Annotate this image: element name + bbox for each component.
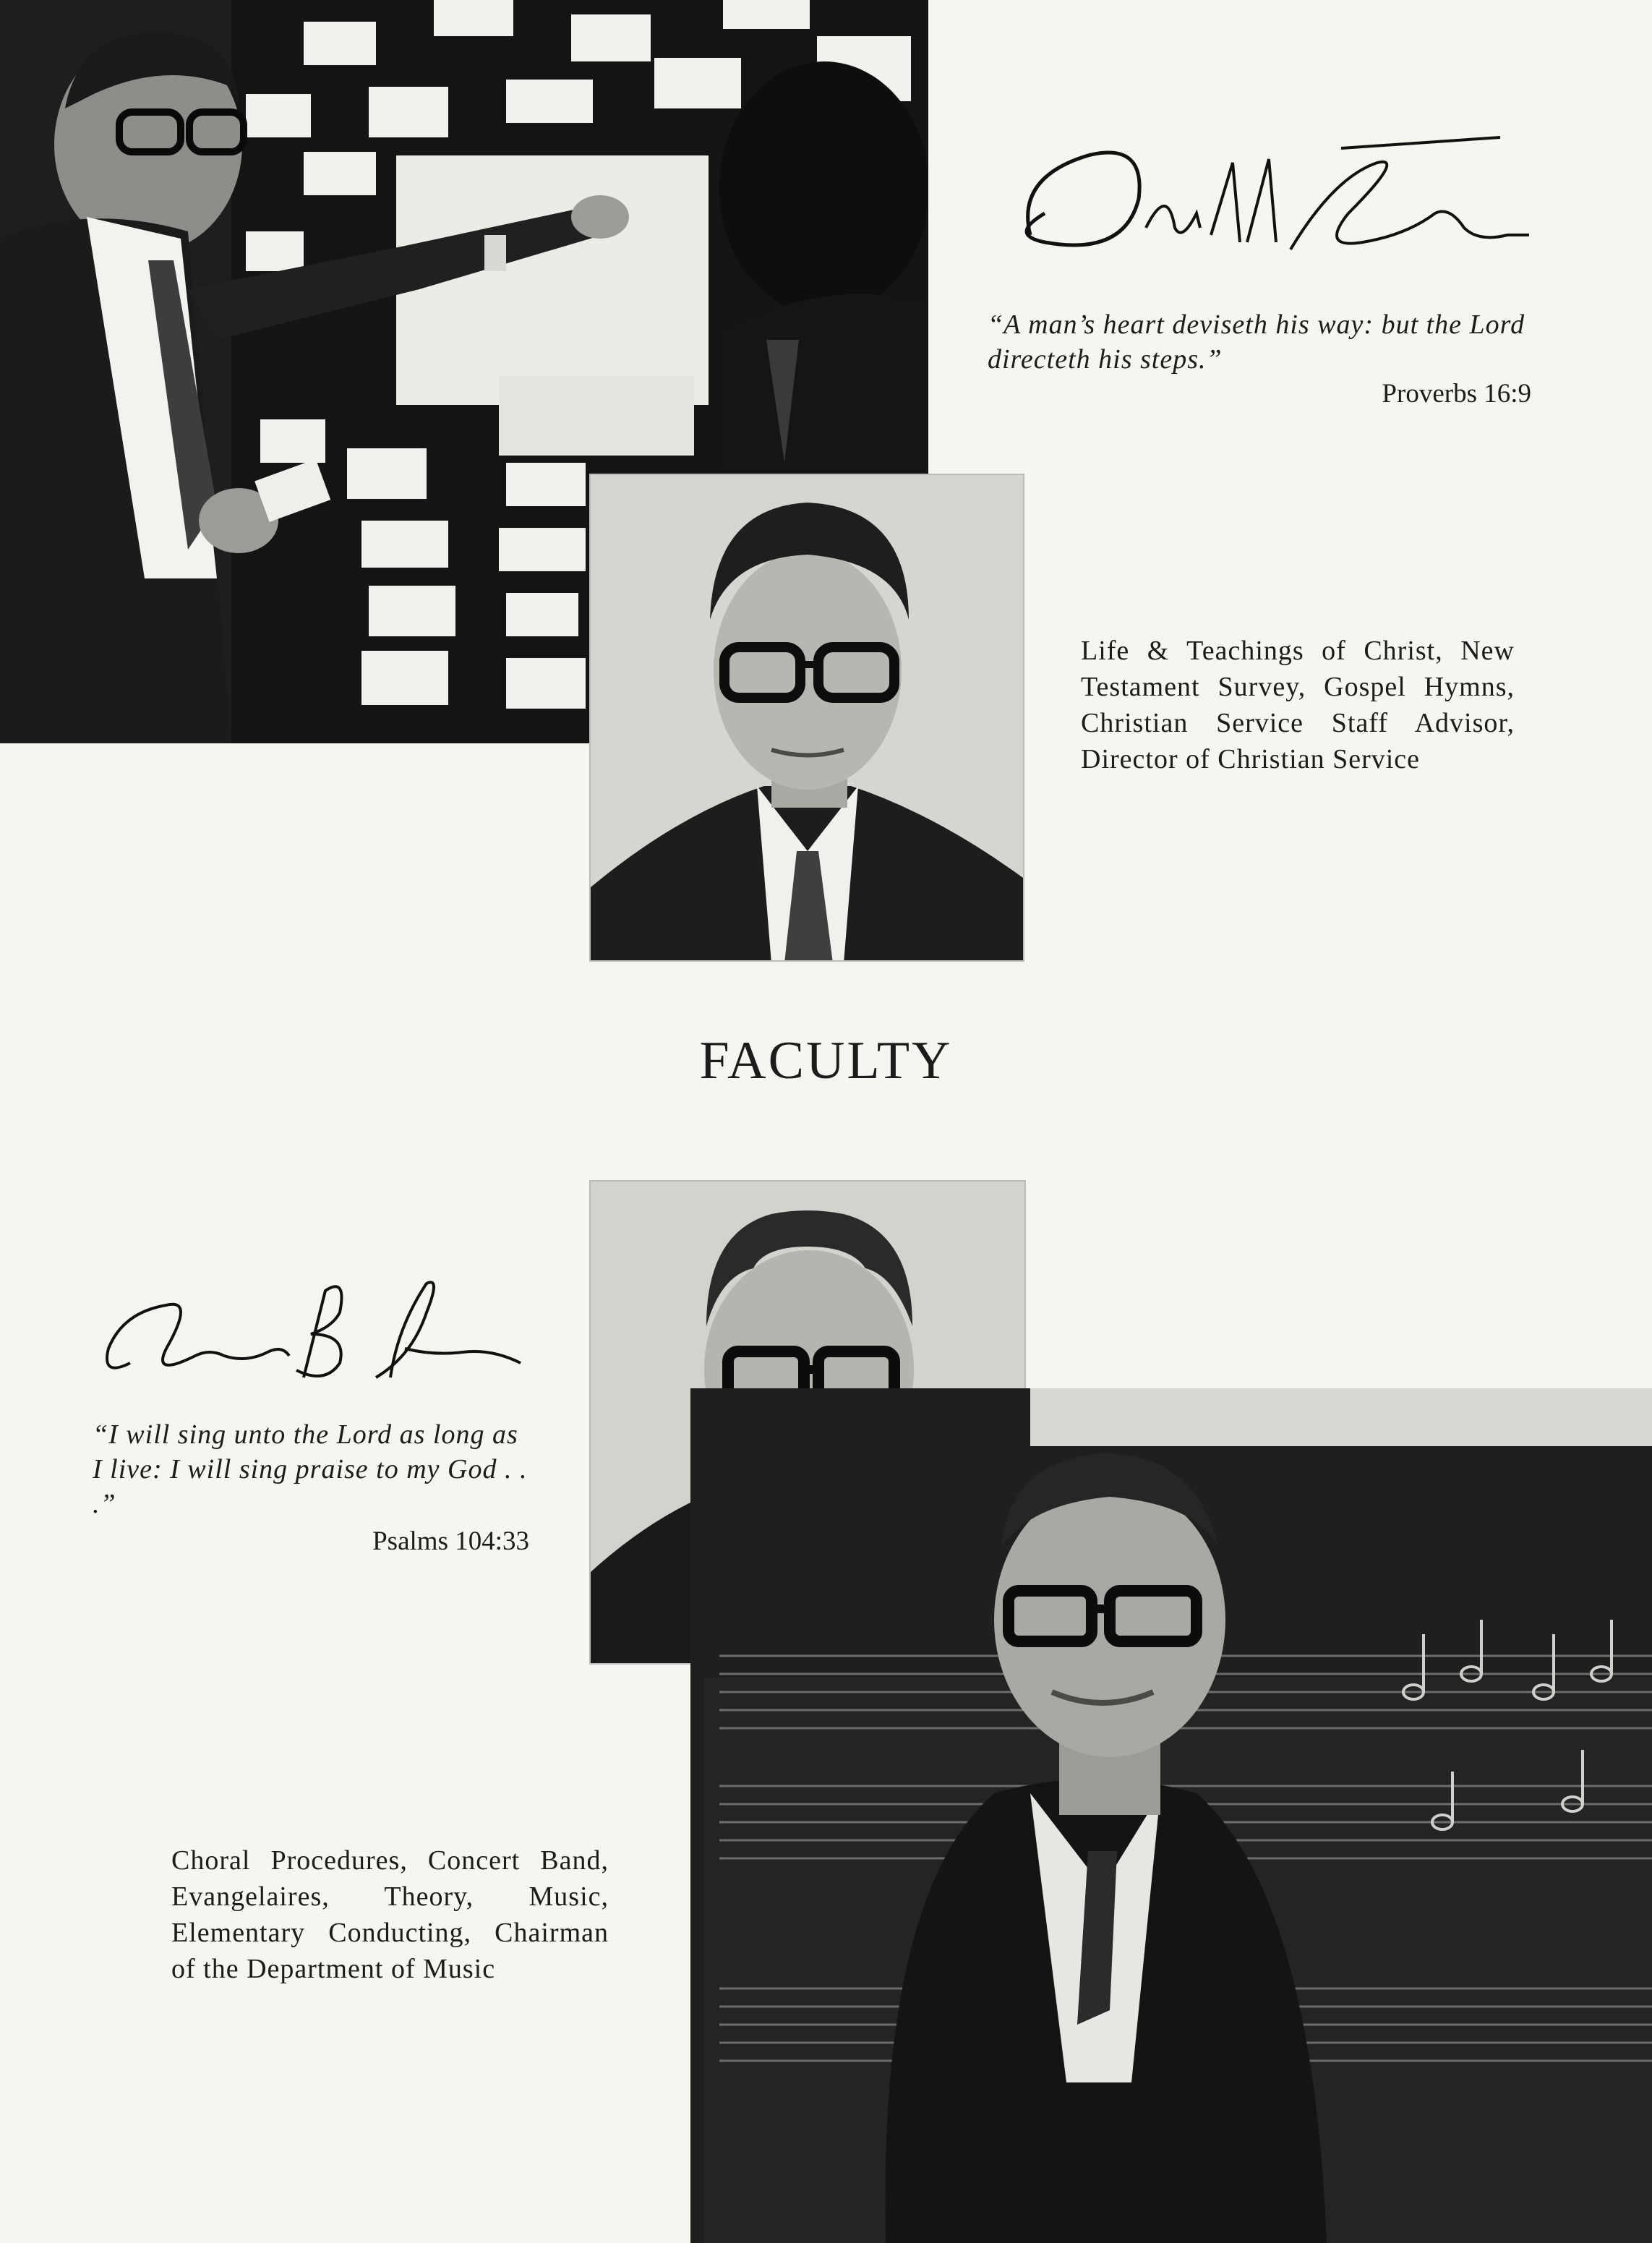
portrait-graphic	[591, 475, 1024, 962]
citation-larsen: Psalms 104:33	[372, 1526, 529, 1556]
chalkboard-scene-graphic	[690, 1388, 1652, 2243]
faculty-portrait-krans	[589, 474, 1024, 962]
quote-larsen: “I will sing unto the Lord as long as I live: I will sing praise to my God . . .”	[93, 1419, 528, 1519]
courses-krans: Life & Teachings of Christ, New Testament Survey, Gospel Hymns, Christian Service Staff Advisor, Director of Christian Service	[1081, 636, 1515, 774]
quote-krans: “A man’s heart deviseth his way: but the Lord directeth his steps.”	[988, 309, 1525, 375]
photo-chalkboard-music	[690, 1388, 1652, 2243]
page-title: FACULTY	[699, 1031, 953, 1090]
signature-krans	[1001, 134, 1536, 271]
signature-larsen	[87, 1269, 535, 1392]
citation-krans: Proverbs 16:9	[1382, 379, 1531, 409]
courses-larsen: Choral Procedures, Concert Band, Evangelaires, Theory, Music, Elementary Conducting, Chairman of the Department of Music	[171, 1845, 609, 1984]
